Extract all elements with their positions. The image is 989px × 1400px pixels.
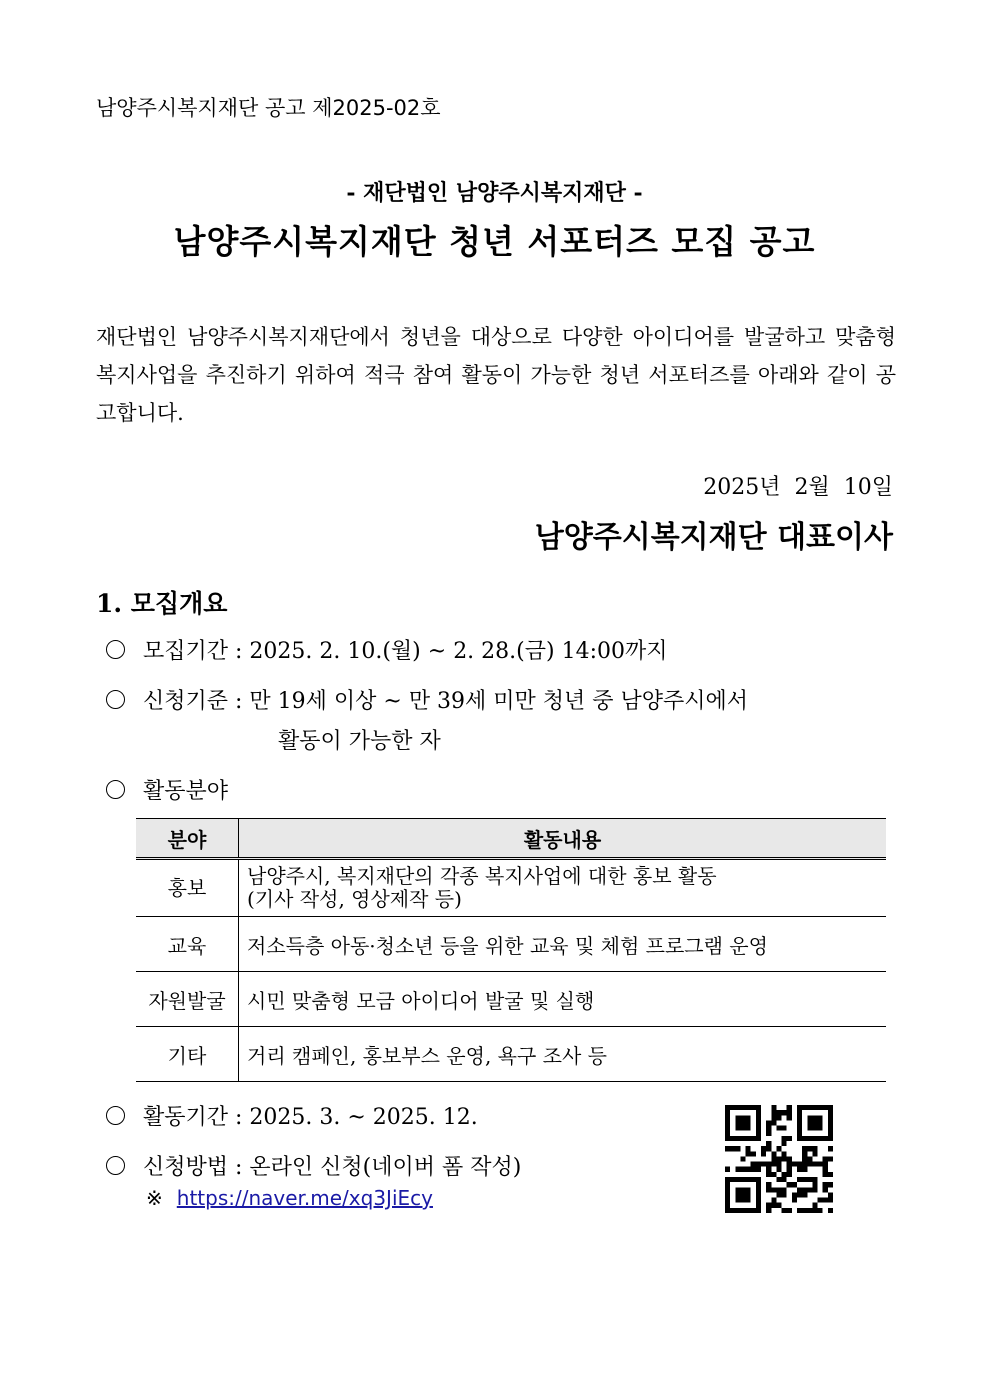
qr-module (740, 1105, 745, 1110)
qr-module (797, 1167, 802, 1172)
qr-module (766, 1131, 771, 1136)
qr-module (771, 1110, 776, 1115)
qr-module (761, 1162, 766, 1167)
qr-module (771, 1151, 776, 1156)
qr-module (782, 1126, 787, 1131)
qr-module (725, 1167, 730, 1172)
qr-module (797, 1208, 802, 1213)
activity-table (136, 818, 886, 1082)
qr-module (812, 1115, 817, 1120)
activity-period-text: 활동기간 : 2025. 3. ~ 2025. 12. (143, 1105, 478, 1130)
qr-module (776, 1115, 781, 1120)
qr-module (735, 1120, 740, 1125)
qr-module (730, 1177, 735, 1182)
qr-module (756, 1167, 761, 1172)
circle-bullet-icon (106, 1156, 125, 1175)
qr-module (812, 1105, 817, 1110)
qr-module (766, 1172, 771, 1177)
qr-module (812, 1120, 817, 1125)
qr-module (828, 1120, 833, 1125)
qr-module (751, 1136, 756, 1141)
qr-module (735, 1192, 740, 1197)
qr-module (766, 1126, 771, 1131)
table-cell-content (239, 859, 887, 917)
qr-module (766, 1167, 771, 1172)
qr-module (756, 1115, 761, 1120)
signer: 남양주시복지재단 대표이사 (534, 520, 893, 555)
qr-module (735, 1187, 740, 1192)
qr-module (812, 1136, 817, 1141)
qr-module (828, 1182, 833, 1187)
qr-module (812, 1162, 817, 1167)
qr-module (823, 1105, 828, 1110)
qr-module (740, 1187, 745, 1192)
qr-module (771, 1115, 776, 1120)
qr-module (730, 1105, 735, 1110)
qr-module (730, 1136, 735, 1141)
qr-module (725, 1182, 730, 1187)
qr-module (756, 1208, 761, 1213)
table-header-row (136, 819, 886, 859)
qr-module (787, 1208, 792, 1213)
qr-module (771, 1105, 776, 1110)
qr-module (751, 1177, 756, 1182)
qr-module (818, 1115, 823, 1120)
qr-module (802, 1136, 807, 1141)
qr-module (756, 1110, 761, 1115)
qr-module (746, 1177, 751, 1182)
qr-module (735, 1177, 740, 1182)
qr-module (797, 1110, 802, 1115)
subtitle: - 재단법인 남양주시복지재단 - (346, 180, 643, 206)
qr-module (792, 1182, 797, 1187)
qr-module (725, 1126, 730, 1131)
qr-module (807, 1115, 812, 1120)
activity-period-item (106, 1100, 478, 1131)
note-mark: ※ (146, 1186, 163, 1210)
qr-module (828, 1126, 833, 1131)
qr-module (812, 1177, 817, 1182)
qr-module (797, 1131, 802, 1136)
apply-method-text: 신청방법 : 온라인 신청(네이버 폼 작성) (143, 1155, 522, 1180)
qr-module (776, 1192, 781, 1197)
qr-module (802, 1156, 807, 1161)
qr-module (766, 1120, 771, 1125)
qr-module (782, 1172, 787, 1177)
table-header-content: 활동내용 (239, 819, 887, 859)
qr-module (797, 1126, 802, 1131)
qr-module (807, 1208, 812, 1213)
qr-module (771, 1203, 776, 1208)
qr-module (776, 1156, 781, 1161)
qr-module (818, 1105, 823, 1110)
qr-module (802, 1192, 807, 1197)
content-line: 남양주시, 복지재단의 각종 복지사업에 대한 홍보 활동 (247, 864, 717, 888)
qr-module (828, 1156, 833, 1161)
table-row (136, 1027, 886, 1082)
section-heading: 1. 모집개요 (96, 589, 228, 618)
qr-module (807, 1126, 812, 1131)
table-row (136, 917, 886, 972)
qr-module (802, 1167, 807, 1172)
qr-module (740, 1126, 745, 1131)
qr-module (818, 1198, 823, 1203)
qr-module (823, 1172, 828, 1177)
table-cell-field: 홍보 (136, 859, 239, 917)
criteria-text-cont: 활동이 가능한 자 (278, 729, 441, 754)
qr-module (807, 1105, 812, 1110)
qr-module (787, 1162, 792, 1167)
qr-module (828, 1131, 833, 1136)
qr-module (807, 1177, 812, 1182)
note (146, 1186, 455, 1210)
qr-module (812, 1151, 817, 1156)
qr-module (725, 1192, 730, 1197)
qr-module (756, 1162, 761, 1167)
qr-module (776, 1162, 781, 1167)
qr-module (812, 1203, 817, 1208)
qr-module (740, 1198, 745, 1203)
qr-module (797, 1177, 802, 1182)
qr-module (766, 1203, 771, 1208)
qr-module (812, 1146, 817, 1151)
qr-module (746, 1198, 751, 1203)
qr-module (782, 1208, 787, 1213)
qr-module (797, 1120, 802, 1125)
qr-module (735, 1136, 740, 1141)
qr-module (756, 1203, 761, 1208)
qr-module (818, 1126, 823, 1131)
qr-module (725, 1187, 730, 1192)
qr-module (735, 1167, 740, 1172)
qr-module (746, 1115, 751, 1120)
qr-module (730, 1208, 735, 1213)
qr-module (771, 1162, 776, 1167)
qr-module (751, 1167, 756, 1172)
qr-module (797, 1162, 802, 1167)
table-cell-content: 저소득층 아동·청소년 등을 위한 교육 및 체험 프로그램 운영 (239, 917, 887, 972)
qr-module (746, 1136, 751, 1141)
qr-module (746, 1126, 751, 1131)
qr-module (807, 1146, 812, 1151)
qr-module (756, 1177, 761, 1182)
qr-module (787, 1110, 792, 1115)
qr-module (771, 1172, 776, 1177)
qr-module (807, 1136, 812, 1141)
qr-module (828, 1110, 833, 1115)
recruit-period-item (106, 634, 667, 665)
criteria-item (106, 684, 748, 715)
qr-module (725, 1203, 730, 1208)
qr-module (761, 1151, 766, 1156)
qr-module (735, 1115, 740, 1120)
qr-module (802, 1187, 807, 1192)
qr-module (735, 1146, 740, 1151)
qr-module (792, 1198, 797, 1203)
qr-module (797, 1105, 802, 1110)
qr-module (802, 1151, 807, 1156)
qr-module (766, 1146, 771, 1151)
qr-module (730, 1146, 735, 1151)
qr-module (766, 1141, 771, 1146)
qr-module (751, 1105, 756, 1110)
qr-module (802, 1105, 807, 1110)
qr-module (823, 1182, 828, 1187)
table-row (136, 972, 886, 1027)
qr-module (812, 1187, 817, 1192)
qr-module (782, 1177, 787, 1182)
qr-module (776, 1167, 781, 1172)
qr-module (802, 1146, 807, 1151)
qr-module (802, 1177, 807, 1182)
qr-module (771, 1156, 776, 1161)
page-title: 남양주시복지재단 청년 서포터즈 모집 공고 (173, 222, 816, 261)
qr-module (746, 1146, 751, 1151)
qr-module (756, 1120, 761, 1125)
qr-module (756, 1131, 761, 1136)
qr-module (823, 1156, 828, 1161)
qr-module (756, 1126, 761, 1131)
table-cell-content: 시민 맞춤형 모금 아이디어 발굴 및 실행 (239, 972, 887, 1027)
qr-module (766, 1208, 771, 1213)
qr-module (823, 1187, 828, 1192)
qr-module (787, 1105, 792, 1110)
qr-module (782, 1141, 787, 1146)
qr-module (828, 1192, 833, 1197)
qr-module (725, 1198, 730, 1203)
qr-module (776, 1146, 781, 1151)
qr-module (740, 1177, 745, 1182)
table-cell-field: 자원발굴 (136, 972, 239, 1027)
qr-module (812, 1182, 817, 1187)
qr-module (746, 1167, 751, 1172)
qr-module (782, 1151, 787, 1156)
qr-module (828, 1208, 833, 1213)
qr-module (792, 1192, 797, 1197)
qr-module (776, 1177, 781, 1182)
qr-module (771, 1198, 776, 1203)
table-row (136, 859, 886, 917)
qr-module (802, 1162, 807, 1167)
qr-module (792, 1162, 797, 1167)
qr-module (818, 1120, 823, 1125)
qr-module (787, 1182, 792, 1187)
intro-paragraph: 재단법인 남양주시복지재단에서 청년을 대상으로 다양한 아이디어를 발굴하고 맞춤형 복지사업을 추진하기 위하여 적극 참여 활동이 가능한 청년 서포터즈를 아래와 같이 공고합니다. (96, 325, 896, 425)
qr-module (807, 1156, 812, 1161)
qr-module (828, 1105, 833, 1110)
qr-module (725, 1146, 730, 1151)
qr-module (751, 1162, 756, 1167)
qr-module (818, 1162, 823, 1167)
qr-module (782, 1187, 787, 1192)
qr-module (756, 1187, 761, 1192)
qr-module (807, 1162, 812, 1167)
qr-module (797, 1136, 802, 1141)
qr-module (797, 1187, 802, 1192)
qr-module (735, 1198, 740, 1203)
qr-module (802, 1208, 807, 1213)
qr-module (740, 1208, 745, 1213)
qr-module (746, 1192, 751, 1197)
qr-module (740, 1115, 745, 1120)
qr-module (828, 1146, 833, 1151)
qr-module (756, 1192, 761, 1197)
qr-module (740, 1167, 745, 1172)
qr-module (725, 1131, 730, 1136)
qr-module (787, 1172, 792, 1177)
qr-module (776, 1110, 781, 1115)
field-item (106, 774, 228, 805)
qr-code-icon[interactable] (725, 1105, 833, 1213)
qr-module (725, 1177, 730, 1182)
recruit-period-text: 모집기간 : 2025. 2. 10.(월) ~ 2. 28.(금) 14:00까지 (143, 639, 668, 664)
circle-bullet-icon (106, 640, 125, 659)
qr-module (797, 1115, 802, 1120)
content-line: (기사 작성, 영상제작 등) (247, 887, 462, 911)
qr-module (725, 1208, 730, 1213)
qr-module (828, 1115, 833, 1120)
qr-module (787, 1167, 792, 1172)
qr-module (746, 1208, 751, 1213)
qr-module (776, 1187, 781, 1192)
circle-bullet-icon (106, 1106, 125, 1125)
qr-module (782, 1136, 787, 1141)
qr-module (776, 1203, 781, 1208)
qr-module (797, 1192, 802, 1197)
qr-module (740, 1120, 745, 1125)
qr-module (756, 1136, 761, 1141)
table-cell-field: 기타 (136, 1027, 239, 1082)
qr-module (787, 1156, 792, 1161)
table-cell-content: 거리 캠페인, 홍보부스 운영, 욕구 조사 등 (239, 1027, 887, 1082)
qr-module (766, 1187, 771, 1192)
qr-module (751, 1208, 756, 1213)
qr-module (735, 1126, 740, 1131)
qr-module (807, 1120, 812, 1125)
qr-module (751, 1151, 756, 1156)
qr-module (787, 1115, 792, 1120)
notice-number: 남양주시복지재단 공고 제2025-02호 (96, 96, 441, 120)
qr-module (828, 1136, 833, 1141)
qr-module (725, 1120, 730, 1125)
qr-module (818, 1136, 823, 1141)
qr-module (771, 1120, 776, 1125)
qr-module (828, 1198, 833, 1203)
qr-module (807, 1187, 812, 1192)
qr-module (725, 1115, 730, 1120)
qr-module (740, 1156, 745, 1161)
qr-module (771, 1187, 776, 1192)
qr-module (787, 1136, 792, 1141)
qr-module (725, 1105, 730, 1110)
qr-module (740, 1192, 745, 1197)
qr-module (756, 1182, 761, 1187)
qr-module (766, 1162, 771, 1167)
qr-module (725, 1136, 730, 1141)
qr-module (746, 1120, 751, 1125)
qr-module (735, 1208, 740, 1213)
qr-module (823, 1136, 828, 1141)
qr-module (756, 1105, 761, 1110)
qr-module (746, 1151, 751, 1156)
qr-module (776, 1126, 781, 1131)
qr-module (756, 1198, 761, 1203)
criteria-text: 신청기준 : 만 19세 이상 ~ 만 39세 미만 청년 중 남양주시에서 (143, 689, 749, 714)
qr-module (812, 1126, 817, 1131)
qr-module (823, 1167, 828, 1172)
qr-module (812, 1208, 817, 1213)
apply-link[interactable]: https://naver.me/xq3JiEcy (176, 1186, 433, 1210)
qr-module (725, 1110, 730, 1115)
qr-module (746, 1187, 751, 1192)
qr-module (766, 1182, 771, 1187)
qr-module (823, 1162, 828, 1167)
qr-module (735, 1105, 740, 1110)
qr-module (740, 1136, 745, 1141)
qr-module (746, 1105, 751, 1110)
apply-method-item (106, 1150, 521, 1181)
table-cell-field: 교육 (136, 917, 239, 972)
notice-date: 2025년 2월 10일 (703, 475, 893, 500)
field-label: 활동분야 (143, 779, 229, 804)
qr-module (761, 1146, 766, 1151)
circle-bullet-icon (106, 780, 125, 799)
qr-module (828, 1172, 833, 1177)
qr-module (823, 1198, 828, 1203)
qr-module (818, 1208, 823, 1213)
qr-module (782, 1110, 787, 1115)
table-header-field: 분야 (136, 819, 239, 859)
circle-bullet-icon (106, 690, 125, 709)
qr-module (782, 1192, 787, 1197)
qr-module (782, 1156, 787, 1161)
